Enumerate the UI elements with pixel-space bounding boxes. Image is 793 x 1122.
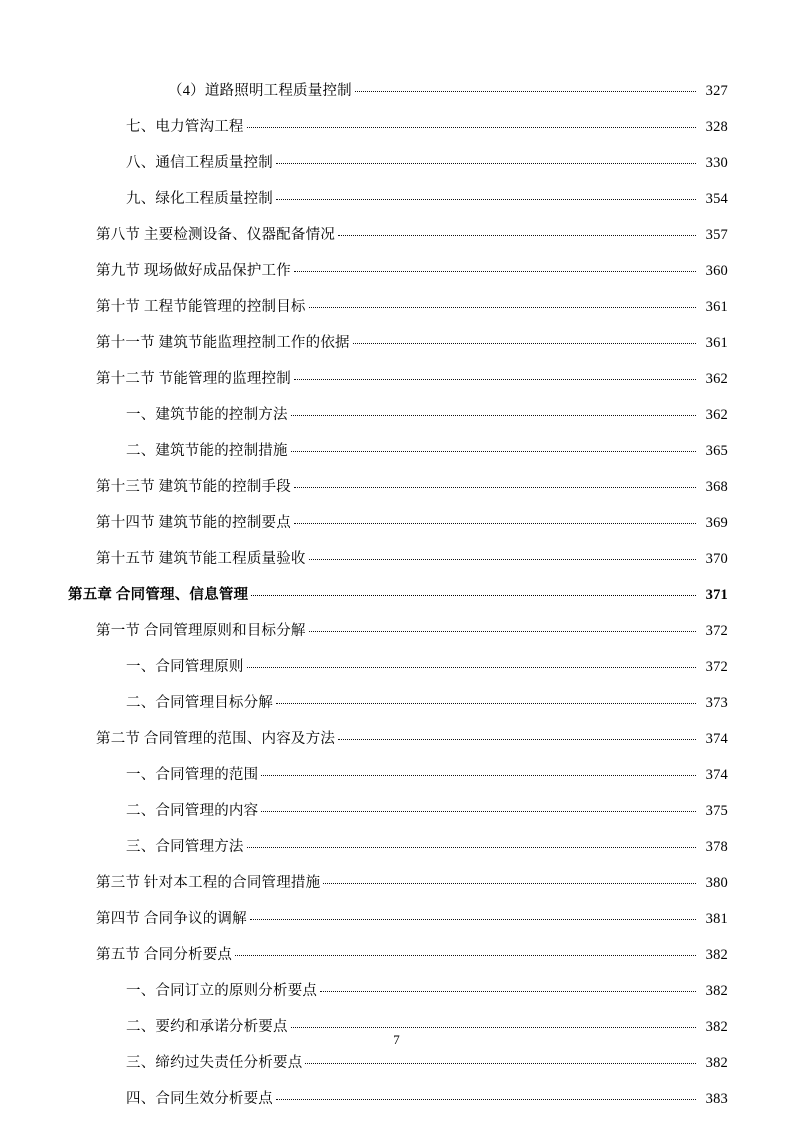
toc-dot-leader — [309, 307, 696, 308]
toc-dot-leader — [235, 955, 696, 956]
toc-dot-leader — [291, 451, 696, 452]
toc-entry-label: 七、电力管沟工程 — [126, 119, 244, 135]
toc-dot-leader — [294, 487, 696, 488]
toc-entry-label: 一、合同管理原则 — [126, 659, 244, 675]
toc-entry-label: 三、缔约过失责任分析要点 — [126, 1055, 303, 1071]
toc-entry-label: 二、合同管理目标分解 — [126, 695, 273, 711]
toc-dot-leader — [261, 775, 696, 776]
toc-entry-label: （4）道路照明工程质量控制 — [168, 83, 352, 99]
toc-entry[interactable] — [68, 156, 728, 192]
toc-entry-page-number: 382 — [705, 947, 728, 963]
toc-entry[interactable] — [68, 444, 728, 480]
toc-entry-label: 二、合同管理的内容 — [126, 803, 259, 819]
toc-dot-leader — [247, 667, 696, 668]
toc-entry[interactable] — [68, 372, 728, 408]
toc-dot-leader — [338, 739, 696, 740]
toc-dot-leader — [247, 847, 696, 848]
toc-entry[interactable] — [68, 804, 728, 840]
toc-dot-leader — [261, 811, 696, 812]
toc-dot-leader — [338, 235, 696, 236]
toc-dot-leader — [355, 91, 696, 92]
toc-entry[interactable] — [68, 840, 728, 876]
toc-dot-leader — [251, 595, 696, 596]
toc-entry-page-number: 361 — [705, 299, 728, 315]
toc-entry[interactable] — [68, 552, 728, 588]
toc-entry-label: 四、合同生效分析要点 — [126, 1091, 273, 1107]
toc-entry-label: 二、要约和承诺分析要点 — [126, 1019, 288, 1035]
toc-entry-label: 八、通信工程质量控制 — [126, 155, 273, 171]
toc-entry-page-number: 374 — [705, 731, 728, 747]
toc-entry[interactable] — [68, 588, 728, 624]
toc-entry-label: 一、建筑节能的控制方法 — [126, 407, 288, 423]
toc-entry[interactable] — [68, 1092, 728, 1122]
toc-entry-label: 九、绿化工程质量控制 — [126, 191, 273, 207]
toc-entry[interactable] — [68, 192, 728, 228]
toc-entry-label: 第三节 针对本工程的合同管理措施 — [96, 875, 321, 891]
toc-entry-page-number: 369 — [705, 515, 728, 531]
toc-entry-page-number: 382 — [705, 983, 728, 999]
toc-dot-leader — [247, 127, 696, 128]
toc-dot-leader — [353, 343, 696, 344]
toc-entry-page-number: 361 — [705, 335, 728, 351]
toc-entry-page-number: 327 — [705, 83, 728, 99]
toc-entry-label: 第十四节 建筑节能的控制要点 — [96, 515, 291, 531]
toc-entry-page-number: 378 — [705, 839, 728, 855]
toc-dot-leader — [294, 271, 696, 272]
toc-entry[interactable] — [68, 984, 728, 1020]
toc-entry-label: 三、合同管理方法 — [126, 839, 244, 855]
toc-entry-label: 第九节 现场做好成品保护工作 — [96, 263, 291, 279]
toc-entry[interactable] — [68, 300, 728, 336]
toc-entry-label: 第五节 合同分析要点 — [96, 947, 233, 963]
table-of-contents — [68, 84, 728, 1122]
toc-entry[interactable] — [68, 1056, 728, 1092]
toc-entry-label: 第五章 合同管理、信息管理 — [68, 587, 249, 603]
toc-entry-page-number: 328 — [705, 119, 728, 135]
toc-entry-page-number: 371 — [705, 587, 728, 603]
toc-entry-page-number: 354 — [705, 191, 728, 207]
toc-entry[interactable] — [68, 264, 728, 300]
toc-entry[interactable] — [68, 876, 728, 912]
toc-dot-leader — [294, 523, 696, 524]
toc-entry[interactable] — [68, 336, 728, 372]
toc-entry-label: 第二节 合同管理的范围、内容及方法 — [96, 731, 336, 747]
toc-entry[interactable] — [68, 408, 728, 444]
toc-dot-leader — [276, 703, 696, 704]
toc-dot-leader — [276, 163, 696, 164]
toc-entry-page-number: 375 — [705, 803, 728, 819]
toc-entry-label: 第十三节 建筑节能的控制手段 — [96, 479, 291, 495]
toc-entry-page-number: 368 — [705, 479, 728, 495]
page-folio: 7 — [393, 1032, 400, 1047]
toc-entry[interactable] — [68, 228, 728, 264]
toc-dot-leader — [305, 1063, 696, 1064]
toc-dot-leader — [320, 991, 696, 992]
toc-entry-label: 第四节 合同争议的调解 — [96, 911, 247, 927]
toc-entry[interactable] — [68, 768, 728, 804]
toc-dot-leader — [294, 379, 696, 380]
toc-entry[interactable] — [68, 948, 728, 984]
toc-dot-leader — [309, 631, 696, 632]
toc-entry-page-number: 362 — [705, 407, 728, 423]
toc-entry-page-number: 381 — [705, 911, 728, 927]
toc-entry-page-number: 372 — [705, 659, 728, 675]
toc-entry-page-number: 380 — [705, 875, 728, 891]
toc-entry-label: 第十一节 建筑节能监理控制工作的依据 — [96, 335, 350, 351]
toc-entry-page-number: 383 — [705, 1091, 728, 1107]
toc-entry[interactable] — [68, 516, 728, 552]
toc-entry-label: 二、建筑节能的控制措施 — [126, 443, 288, 459]
toc-entry-page-number: 374 — [705, 767, 728, 783]
toc-dot-leader — [309, 559, 696, 560]
toc-entry-page-number: 362 — [705, 371, 728, 387]
toc-entry-page-number: 330 — [705, 155, 728, 171]
toc-entry[interactable] — [68, 480, 728, 516]
toc-entry-label: 第十二节 节能管理的监理控制 — [96, 371, 291, 387]
toc-entry-label: 第八节 主要检测设备、仪器配备情况 — [96, 227, 336, 243]
toc-dot-leader — [276, 199, 696, 200]
toc-entry-page-number: 365 — [705, 443, 728, 459]
toc-entry-label: 第一节 合同管理原则和目标分解 — [96, 623, 306, 639]
toc-entry-page-number: 357 — [705, 227, 728, 243]
toc-dot-leader — [291, 415, 696, 416]
toc-entry-label: 第十五节 建筑节能工程质量验收 — [96, 551, 306, 567]
toc-entry-label: 第十节 工程节能管理的控制目标 — [96, 299, 306, 315]
toc-entry-page-number: 382 — [705, 1019, 728, 1035]
toc-entry-page-number: 372 — [705, 623, 728, 639]
toc-entry-page-number: 373 — [705, 695, 728, 711]
toc-entry[interactable] — [68, 660, 728, 696]
toc-dot-leader — [250, 919, 696, 920]
toc-entry[interactable] — [68, 732, 728, 768]
toc-entry-page-number: 360 — [705, 263, 728, 279]
toc-entry[interactable] — [68, 624, 728, 660]
toc-entry-label: 一、合同管理的范围 — [126, 767, 259, 783]
toc-entry-label: 一、合同订立的原则分析要点 — [126, 983, 318, 999]
toc-dot-leader — [291, 1027, 696, 1028]
toc-entry[interactable] — [68, 120, 728, 156]
toc-dot-leader — [276, 1099, 696, 1100]
toc-dot-leader — [323, 883, 696, 884]
toc-entry-page-number: 382 — [705, 1055, 728, 1071]
toc-entry[interactable] — [68, 696, 728, 732]
toc-entry-page-number: 370 — [705, 551, 728, 567]
toc-entry[interactable] — [68, 84, 728, 120]
toc-entry[interactable] — [68, 912, 728, 948]
